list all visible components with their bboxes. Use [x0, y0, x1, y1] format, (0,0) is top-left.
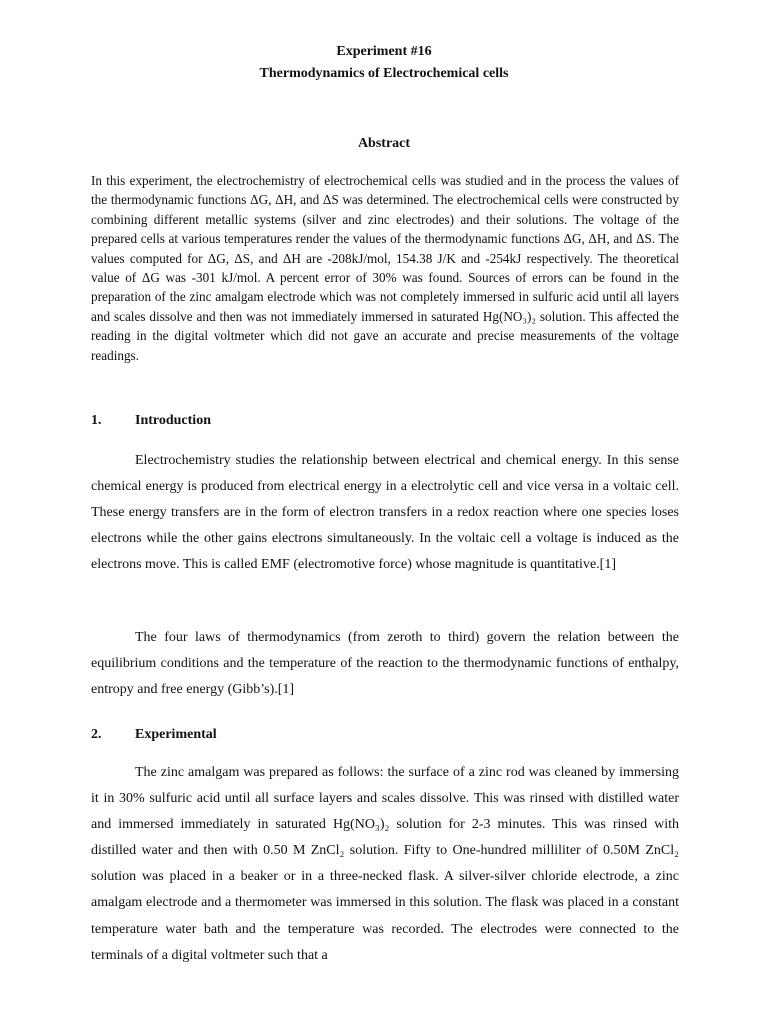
section-number: 2. — [91, 727, 102, 742]
experiment-title: Experiment #16 — [336, 44, 432, 59]
abstract-heading: Abstract — [357, 136, 411, 151]
section-number: 1. — [91, 413, 102, 428]
experiment-subtitle: Thermodynamics of Electrochemical cells — [259, 66, 509, 81]
section-title: Introduction — [135, 413, 211, 428]
abstract-text: In this experiment, the electrochemistry of electrochemical cells was studied and in the process the values of the thermodynamic functions ΔG, ΔH, and ΔS was determined. The electrochemical cells were constructed by combining different metallic systems (silver and zinc electrodes) and their solutions. The voltage of the prepared cells at various temperatures render the values of the thermodynamic functions ΔG, ΔH, and ΔS. The values computed for ΔG, ΔS, and ΔH are -208kJ/mol, 154.38 J/K and -254kJ respectively. The theoretical value of ΔG was -301 kJ/mol. A percent error of 30% was found. Sources of errors can be found in the preparation of the zinc amalgam electrode which was not completely immersed in sulfuric acid until all layers and scales dissolve and then was not immediately immersed in saturated Hg(NO₃)₂ solution. This affected the reading in the digital voltmeter which did not gave an accurate and precise measurements of the voltage readings. — [91, 173, 679, 363]
section-heading-experimental — [91, 727, 217, 743]
paragraph: Electrochemistry studies the relationship between electrical and chemical energy. In this sense chemical energy is produced from electrical energy in a electrolytic cell and vice versa in a voltaic cell. These energy transfers are in the form of electron transfers in a redox reaction where one species loses electrons while the other gains electrons simultaneously. In the voltaic cell a voltage is induced as the electrons move. This is called EMF (electromotive force) whose magnitude is quantitative.[1] — [91, 453, 679, 573]
section-title: Experimental — [135, 727, 217, 742]
paragraph: The zinc amalgam was prepared as follows: the surface of a zinc rod was cleaned by immersing it in 30% sulfuric acid until all surface layers and scales dissolve. This was rinsed with distilled water and immersed immediately in saturated Hg(NO₃)₂ solution for 2-3 minutes. This was rinsed with distilled water and then with 0.50 M ZnCl₂ solution. Fifty to One-hundred milliliter of 0.50M ZnCl₂ solution was placed in a beaker or in a three-necked flask. A silver-silver chloride electrode, a zinc amalgam electrode and a thermometer was immersed in this solution. The flask was placed in a constant temperature water bath and the temperature was recorded. The electrodes were connected to the terminals of a digital voltmeter such that a — [91, 765, 679, 963]
paragraph: The four laws of thermodynamics (from zeroth to third) govern the relation between the equilibrium conditions and the temperature of the reaction to the thermodynamic functions of enthalpy, entropy and free energy (Gibb’s).[1] — [91, 630, 679, 698]
section-heading-introduction — [91, 413, 211, 429]
